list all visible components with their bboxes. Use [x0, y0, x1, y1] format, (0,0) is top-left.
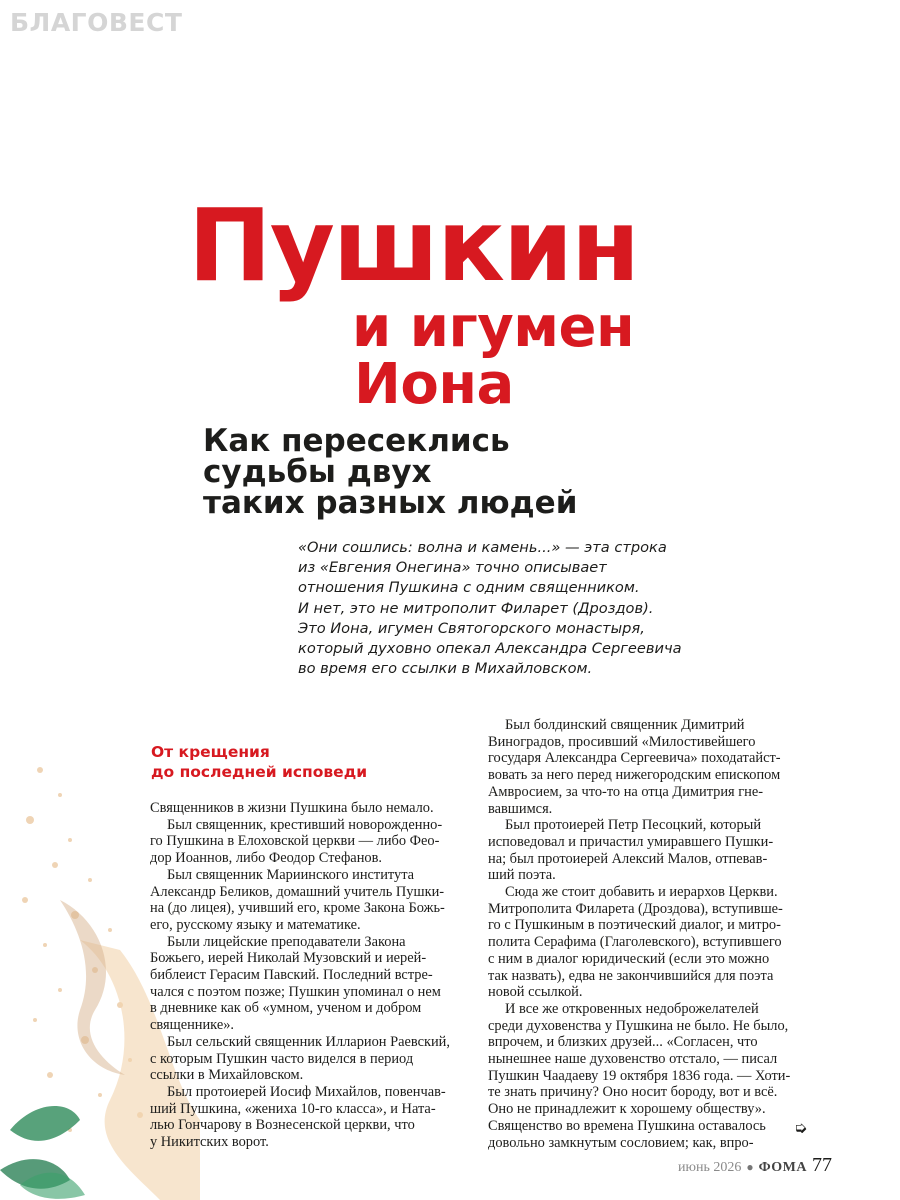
body-line: Был протоиерей Иосиф Михайлов, повенчав- — [167, 1083, 446, 1100]
body-line: среди духовенства у Пушкина не было. Не было, — [488, 1017, 789, 1034]
body-line: Были лицейские преподаватели Закона — [167, 933, 406, 950]
body-line: полита Серафима (Глаголевского), вступившего — [488, 934, 782, 951]
footer-date: июнь 2026 — [678, 1160, 742, 1175]
lead-paragraph — [298, 538, 718, 679]
lead-line: И нет, это не митрополит Филарет (Дроздов). — [298, 599, 654, 617]
body-line: го с Пушкиным в поэтический диалог, и митро- — [488, 917, 781, 934]
subtitle — [203, 423, 578, 521]
body-line: Священство во времена Пушкина оставалось — [488, 1117, 766, 1134]
body-line: Был священник, крестивший новорожденно- — [167, 816, 443, 833]
body-line: государя Александра Сергеевича» походатайст- — [488, 750, 781, 767]
subtitle-line: судьбы двух — [203, 454, 432, 490]
body-line: новой ссылкой. — [488, 984, 583, 1001]
body-line: в дневнике как об «умном, ученом и добром — [150, 1000, 422, 1017]
body-line: Сюда же стоит добавить и иерархов Церкви. — [505, 884, 778, 901]
body-line: Был протоиерей Петр Песоцкий, который — [505, 817, 762, 834]
watermark: БЛАГОВЕСТ — [10, 8, 183, 37]
body-line: довольно замкнутым сословием; как, впро- — [488, 1134, 754, 1151]
body-line: Божьего, иерей Николай Музовский и иерей- — [150, 950, 427, 967]
body-line: впрочем, и близких друзей... «Согласен, что — [488, 1034, 758, 1051]
body-line: на (до лицея), учивший его, кроме Закона Божь- — [150, 900, 445, 917]
section-heading-line: до последней исповеди — [151, 763, 368, 781]
body-line: ссылки в Михайловском. — [150, 1067, 304, 1084]
subtitle-line: Как пересеклись — [203, 423, 510, 459]
page-number: 77 — [812, 1154, 832, 1176]
body-line: Пушкин Чаадаеву 19 октября 1836 года. — Хоти- — [488, 1067, 791, 1084]
title-line-3: Иона — [354, 352, 514, 417]
lead-line: отношения Пушкина с одним священником. — [298, 579, 640, 597]
arrow-right-icon: ➭ — [794, 1118, 808, 1137]
lead-line: который духовно опекал Александра Сергеевича — [298, 640, 682, 658]
body-line: нынешнее наше духовенство отстало, — писал — [488, 1051, 778, 1068]
body-line: Оно не принадлежит к хорошему обществу». — [488, 1101, 766, 1118]
body-line: Александр Беликов, домашний учитель Пушки- — [150, 883, 445, 900]
body-column-right — [488, 717, 806, 1151]
section-heading — [151, 742, 367, 782]
subtitle-line: таких разных людей — [203, 485, 578, 521]
body-line: у Никитских ворот. — [150, 1134, 269, 1151]
body-column-left — [150, 800, 468, 1151]
body-line: вовать за него перед нижегородским епископом — [488, 767, 781, 784]
page-footer — [678, 1154, 832, 1177]
body-line: Был священник Мариинского института — [167, 866, 415, 883]
body-line: вавшимся. — [488, 800, 553, 817]
body-line: Был болдинский священник Димитрий — [505, 717, 745, 733]
body-line: священнике». — [150, 1017, 234, 1034]
body-line: с которым Пушкин часто виделся в период — [150, 1050, 414, 1067]
body-line: ший поэта. — [488, 867, 556, 884]
title-line-2: и игумен — [352, 295, 635, 360]
body-line: на; был протоиерей Алексий Малов, отпевав- — [488, 850, 768, 867]
body-line: те знать причину? Оно носит бороду, вот и всё. — [488, 1084, 778, 1101]
body-line: дор Иоаннов, либо Феодор Стефанов. — [150, 850, 382, 867]
body-line: Амвросием, за что-то на отца Димитрия гне- — [488, 783, 764, 800]
body-line: ший Пушкина, «жениха 10-го класса», и Ната- — [150, 1100, 436, 1117]
body-line: лью Гончарову в Вознесенской церкви, что — [150, 1117, 415, 1134]
body-line: Священников в жизни Пушкина было немало. — [150, 800, 434, 816]
body-line: с ним в диалог юридический (если это можно — [488, 950, 770, 967]
body-line: Митрополита Филарета (Дроздова), вступивше- — [488, 900, 783, 917]
lead-line: во время его ссылки в Михайловском. — [298, 660, 593, 678]
title-line-1: Пушкин — [188, 187, 639, 304]
body-line: его, русскому языку и математике. — [150, 916, 361, 933]
body-line: Был сельский священник Илларион Раевский, — [167, 1033, 450, 1050]
body-line: так назвать), едва не закончившийся для поэта — [488, 967, 774, 984]
body-line: исповедовал и причастил умиравшего Пушки- — [488, 833, 774, 850]
lead-line: «Они сошлись: волна и камень...» — эта строка — [298, 539, 667, 556]
lead-line: Это Иона, игумен Святогорского монастыря, — [298, 619, 645, 637]
footer-separator: ● — [746, 1160, 754, 1174]
section-heading-line: От крещения — [151, 743, 270, 761]
body-line: чался с поэтом позже; Пушкин упоминал о нем — [150, 983, 441, 1000]
body-line: И все же откровенных недоброжелателей — [505, 1000, 759, 1017]
footer-magazine: ФОМА — [758, 1160, 807, 1175]
body-line: Виноградов, просивший «Милостивейшего — [488, 733, 756, 750]
body-line: библеист Герасим Павский. Последний встре- — [150, 967, 433, 984]
body-line: го Пушкина в Елоховской церкви — либо Фео- — [150, 833, 440, 850]
lead-line: из «Евгения Онегина» точно описывает — [298, 559, 607, 577]
